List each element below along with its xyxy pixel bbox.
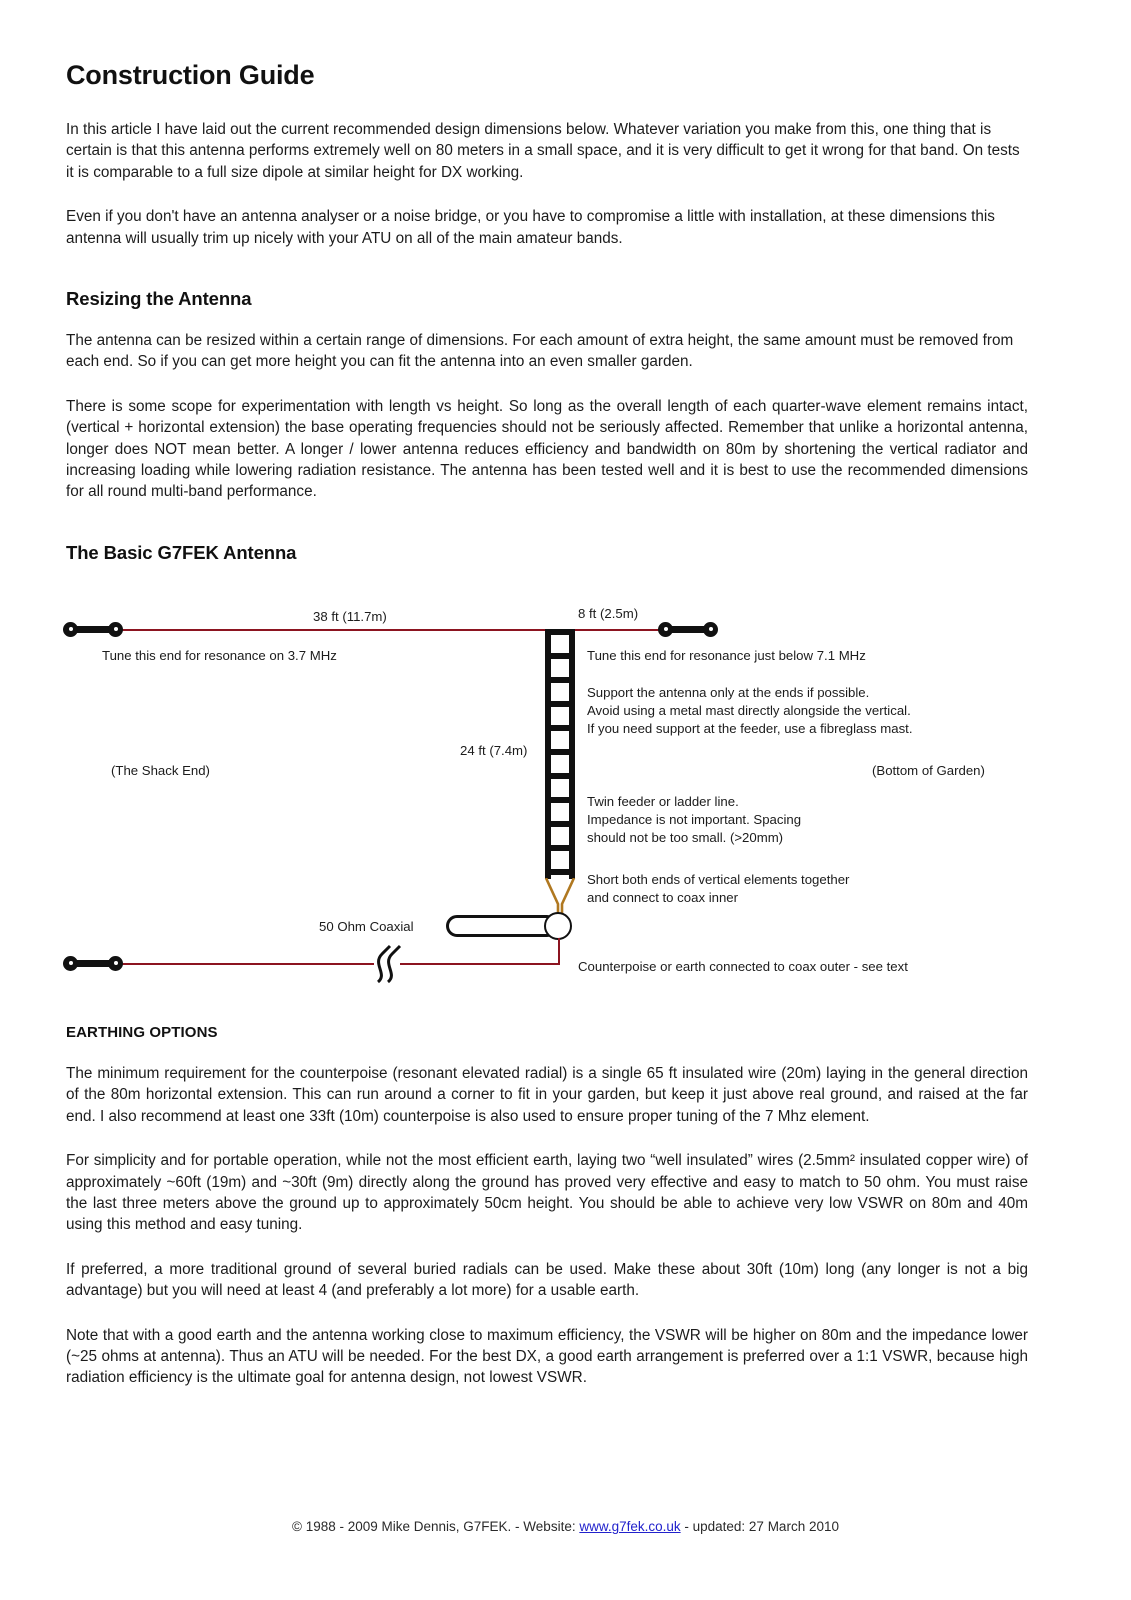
dimension-label-8ft: 8 ft (2.5m): [578, 605, 639, 621]
resizing-paragraph-1: The antenna can be resized within a certain range of dimensions. For each amount of extra height, the same amount must be removed from each end. So if you can get more height you can fit the antenna into an even smaller garden.: [66, 332, 1014, 371]
section-heading-earthing-options: EARTHING OPTIONS: [66, 1023, 218, 1041]
page-footer: [0, 1519, 1131, 1534]
ladder-rung: [545, 749, 575, 755]
ladder-rung: [545, 701, 575, 707]
insulator-hole-right: [114, 961, 118, 965]
antenna-diagram: [66, 590, 1028, 990]
section-heading-basic-antenna: The Basic G7FEK Antenna: [66, 541, 297, 563]
earthing-paragraph-2: For simplicity and for portable operation, while not the most efficient earth, laying two “well insulated” wires (2.5mm² insulated copper wire) of approximately ~60ft (19m) and ~30ft (9m) directly along the ground has proved very effective and easy to match to 50 ohm. You must raise the last three meters above the ground up to approximately 50cm height. You should be able to achieve very low VSWR on 80m and 40m using this method and easy tuning.: [66, 1152, 1028, 1234]
ladder-rung: [545, 677, 575, 683]
note-tune-right-end: Tune this end for resonance just below 7.1 MHz: [587, 647, 866, 663]
resizing-paragraph-2: There is some scope for experimentation with length vs height. So long as the overall length of each quarter-wave element remains intact, (vertical + horizontal extension) the base operating frequencies should not be seriously affected. Remember that unlike a horizontal antenna, longer does NOT mean better. A longer / lower antenna reduces efficiency and bandwidth on 80m by shortening the vertical radiator and increasing loading while lowering radiation resistance. The antenna has been tested well and it is best to use the recommended dimensions for all round multi-band performance.: [66, 397, 1028, 501]
ladder-rung: [545, 821, 575, 827]
note-short-ends-line-1: Short both ends of vertical elements together: [587, 871, 850, 887]
end-insulator-counterpoise: [63, 956, 123, 971]
insulator-hole-right: [114, 627, 118, 631]
ladder-rung: [545, 725, 575, 731]
note-counterpoise: Counterpoise or earth connected to coax outer - see text: [578, 958, 908, 974]
counterpoise-wire-left: [112, 963, 374, 965]
insulator-hole-left: [69, 961, 73, 965]
intro-paragraph-2: Even if you don't have an antenna analyser or a noise bridge, or you have to compromise a little with installation, at these dimensions this antenna will usually trim up nicely with your ATU on all of the main amateur bands.: [66, 208, 995, 247]
page-title: Construction Guide: [66, 60, 315, 90]
ladder-rung: [545, 797, 575, 803]
ladder-line-feeder: [545, 629, 575, 879]
earthing-paragraph-1: The minimum requirement for the counterpoise (resonant elevated radial) is a single 65 ft insulated wire (20m) laying in the general direction of the 80m horizontal extension. This can run around a corner to fit in your garden, but keep it just above real ground, and raised at the far end. I also recommend at least one 33ft (10m) counterpoise is also used to ensure proper tuning of the 7 Mhz element.: [66, 1064, 1028, 1125]
insulator-hole-right: [709, 627, 713, 631]
ladder-rung: [545, 869, 575, 875]
spacer: [66, 1008, 1028, 1024]
note-feeder-line-2: Impedance is not important. Spacing: [587, 811, 802, 827]
horizontal-wire-right: [574, 629, 660, 631]
ladder-rung: [545, 629, 575, 635]
intro-paragraph-1: In this article I have laid out the current recommended design dimensions below. Whatever variation you make from this, one thing that is certain is that this antenna performs extremely well on 80 meters in a small space, and it is very difficult to get it wrong for that band. On tests it is comparable to a full size dipole at similar height for DX working.: [66, 121, 1020, 181]
note-support-line-2: Avoid using a metal mast directly alongside the vertical.: [587, 702, 911, 718]
insulator-hole-left: [664, 627, 668, 631]
earthing-paragraph-3: If preferred, a more traditional ground of several buried radials can be used. Make these about 30ft (10m) long (any longer is not a big advantage) but you will need at least 4 (and preferably a lot more) for a usable earth.: [66, 1260, 1028, 1300]
document-content: [66, 60, 1028, 1412]
horizontal-wire-left: [118, 629, 558, 631]
insulator-hole-left: [69, 627, 73, 631]
counterpoise-wire-right: [400, 963, 560, 965]
note-short-ends-line-2: and connect to coax inner: [587, 889, 739, 905]
end-insulator-right: [658, 622, 718, 637]
label-bottom-of-garden: (Bottom of Garden): [872, 762, 985, 778]
earthing-paragraph-4: Note that with a good earth and the antenna working close to maximum efficiency, the VSWR will be higher on 80m and the impedance lower (~25 ohms at antenna). Thus an ATU will be needed. For the best DX, a good earth arrangement is preferred over a 1:1 VSWR, because high radiation efficiency is the ultimate goal for antenna design, not lowest VSWR.: [66, 1326, 1028, 1387]
footer-copyright-text: © 1988 - 2009 Mike Dennis, G7FEK. - Website:: [292, 1519, 580, 1534]
label-50-ohm-coaxial: 50 Ohm Coaxial: [319, 918, 414, 934]
end-insulator-left: [63, 622, 123, 637]
counterpoise-drop-wire: [558, 938, 560, 964]
section-heading-resizing: Resizing the Antenna: [66, 288, 252, 310]
dimension-label-24ft: 24 ft (7.4m): [460, 742, 528, 758]
note-support-line-3: If you need support at the feeder, use a fibreglass mast.: [587, 720, 913, 736]
ladder-rung: [545, 653, 575, 659]
coax-connector-circle: [544, 912, 572, 940]
dimension-label-38ft: 38 ft (11.7m): [313, 608, 387, 624]
note-feeder-line-3: should not be too small. (>20mm): [587, 829, 784, 845]
website-link[interactable]: www.g7fek.co.uk: [579, 1519, 681, 1534]
label-shack-end: (The Shack End): [111, 762, 210, 778]
note-feeder-line-1: Twin feeder or ladder line.: [587, 793, 739, 809]
wire-break-squiggle-icon: [366, 944, 406, 984]
note-support-line-1: Support the antenna only at the ends if possible.: [587, 684, 870, 700]
spacer: [66, 272, 1028, 288]
coax-cable-body: [446, 915, 558, 937]
ladder-rung: [545, 845, 575, 851]
note-tune-left-end: Tune this end for resonance on 3.7 MHz: [102, 647, 337, 663]
footer-updated-text: - updated: 27 March 2010: [680, 1519, 839, 1534]
spacer: [66, 526, 1028, 542]
ladder-rung: [545, 773, 575, 779]
